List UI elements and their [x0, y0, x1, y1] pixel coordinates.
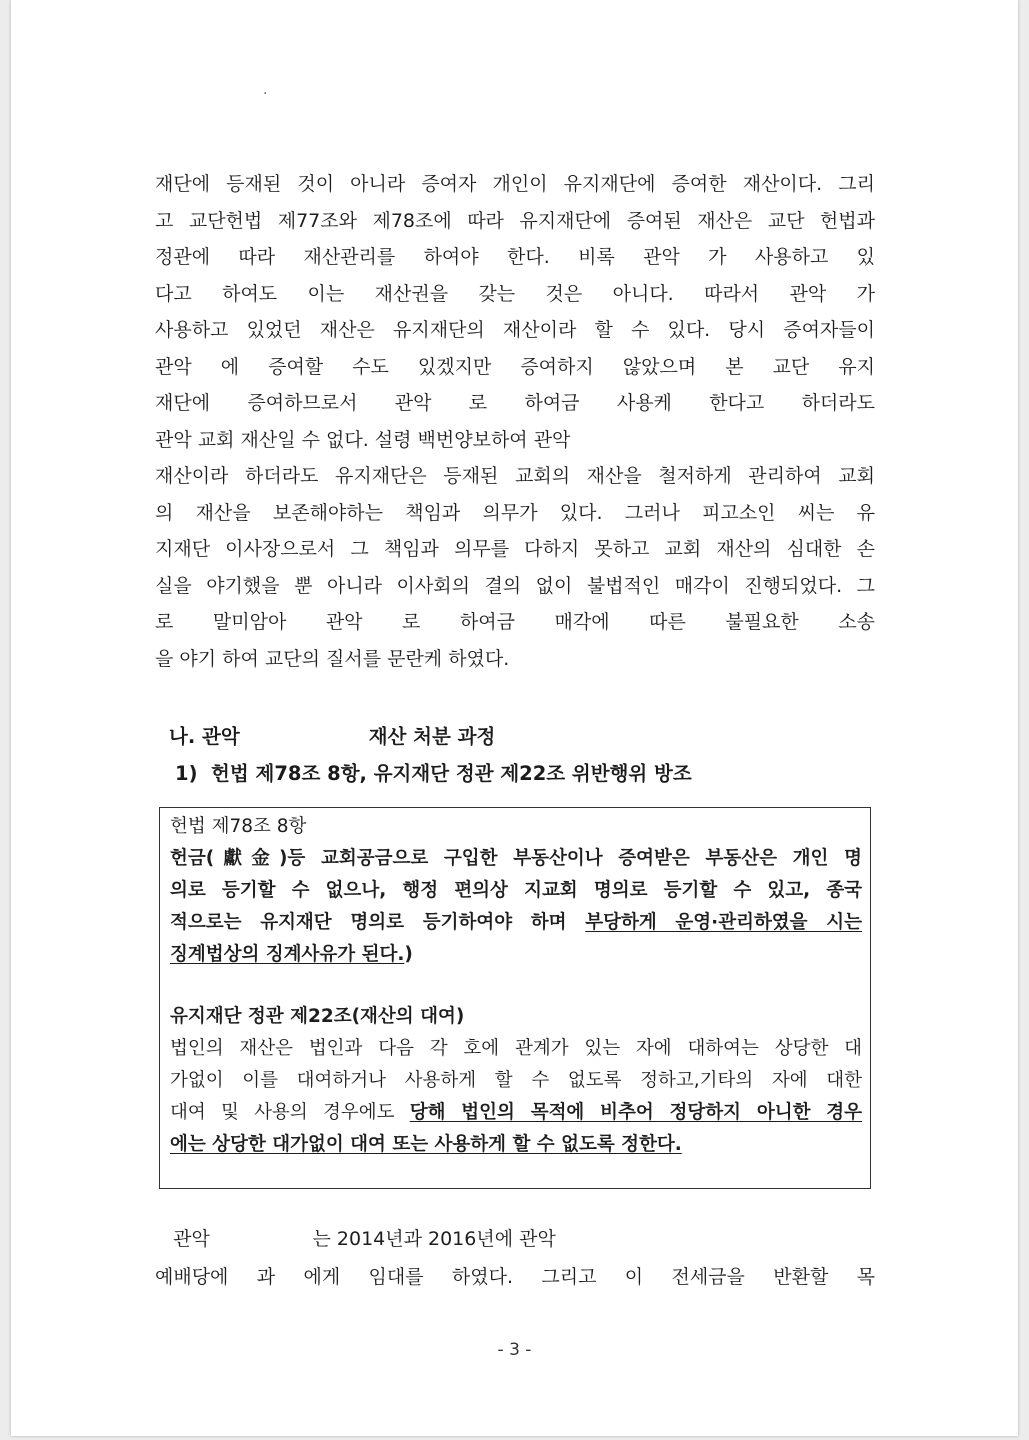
paragraph-1: [155, 166, 875, 677]
paragraph-line: 관악 에 증여할 수도 있겠지만 증여하지 않았으며 본 교단 유지: [155, 355, 875, 378]
paragraph-line: 관악 교회 재산일 수 없다. 설령 백번양보하여 관악: [155, 428, 571, 451]
section-heading: 나. 관악 재산 처분 과정: [169, 725, 496, 748]
box-line-underlined: [170, 907, 862, 939]
paragraph-line: 의 재산을 보존해야하는 책임과 의무가 있다. 그러나 피고소인 씨는 유: [155, 501, 875, 524]
underlined-text: 부당하게 운영·관리하였을 시는: [585, 912, 863, 933]
paragraph-line: 예배당에 과 에게 임대를 하였다. 그리고 이 전세금을 반환할 목: [155, 1266, 875, 1288]
underlined-text: 징계법상의 징계사유가 된다.: [170, 944, 405, 965]
box-line-underlined: [170, 939, 862, 971]
document-page: [11, 0, 1018, 1436]
underlined-text: 에는 상당한 대가없이 대여 또는 사용하게 할 수 없도록 정한다.: [170, 1134, 682, 1155]
box-line-underlined: [170, 1097, 862, 1129]
paragraph-line: 사용하고 있었던 재산은 유지재단의 재산이라 할 수 있다. 당시 증여자들이: [155, 319, 875, 341]
page-number: - 3 -: [497, 1340, 532, 1360]
paragraph-line: 다고 하여도 이는 재산권을 갖는 것은 아니다. 따라서 관악 가: [155, 282, 875, 305]
legal-excerpt-box: [159, 807, 871, 1189]
box-text: ): [404, 944, 413, 965]
underlined-text: 당해 법인의 목적에 비추어 정당하지 아니한 경우: [409, 1102, 862, 1123]
box-line: 헌금(獻金)등 교회공금으로 구입한 부동산이나 증여받은 부동산은 개인 명: [170, 848, 862, 869]
box-line: 가없이 이를 대여하거나 사용하게 할 수 없도록 정하고,기타의 자에 대한: [170, 1070, 862, 1091]
paragraph-line: 정관에 따라 재산관리를 하여야 한다. 비록 관악 가 사용하고 있: [155, 246, 875, 268]
paragraph-line: 재단에 등재된 것이 아니라 증여자 개인이 유지재단에 증여한 재산이다. 그리: [155, 173, 875, 195]
box-spacer: [170, 971, 862, 1001]
box-text: 적으로는 유지재단 명의로 등기하여야 하며: [170, 912, 586, 933]
paragraph-line: 실을 야기했을 뿐 아니라 이사회의 결의 없이 불법적인 매각이 진행되었다. 그: [155, 574, 875, 597]
paragraph-line: 재산이라 하더라도 유지재단은 등재된 교회의 재산을 철저하게 관리하여 교회: [155, 465, 875, 487]
paragraph-line: 로 말미암아 관악 로 하여금 매각에 따른 불필요한 소송: [155, 611, 875, 633]
paragraph-line: 을 야기 하여 교단의 질서를 문란케 하였다.: [155, 647, 510, 670]
subsection-heading: 1) 헌법 제78조 8항, 유지재단 정관 제22조 위반행위 방조: [175, 762, 692, 785]
box-title-articles: 유지재단 정관 제22조(재산의 대여): [170, 1006, 465, 1027]
box-title-constitution: 헌법 제78조 8항: [170, 816, 307, 837]
paragraph-line: 지재단 이사장으로서 그 책임과 의무를 다하지 못하고 교회 재산의 심대한 손: [155, 538, 875, 560]
paragraph-2: [155, 1220, 875, 1296]
page-mark: ·: [263, 86, 268, 102]
box-line: 법인의 재산은 법인과 다음 각 호에 관계가 있는 자에 대하여는 상당한 대: [170, 1038, 862, 1059]
paragraph-line: 관악 는 2014년과 2016년에 관악: [155, 1228, 556, 1250]
paragraph-line: 재단에 증여하므로서 관악 로 하여금 사용케 한다고 하더라도: [155, 392, 875, 414]
box-line: 의로 등기할 수 없으나, 행정 편의상 지교회 명의로 등기할 수 있고, 종국: [170, 880, 862, 901]
box-text: 대여 및 사용의 경우에도: [170, 1102, 410, 1123]
paragraph-line: 고 교단헌법 제77조와 제78조에 따라 유지재단에 증여된 재산은 교단 헌법과: [155, 209, 875, 232]
box-line-underlined: [170, 1129, 862, 1161]
